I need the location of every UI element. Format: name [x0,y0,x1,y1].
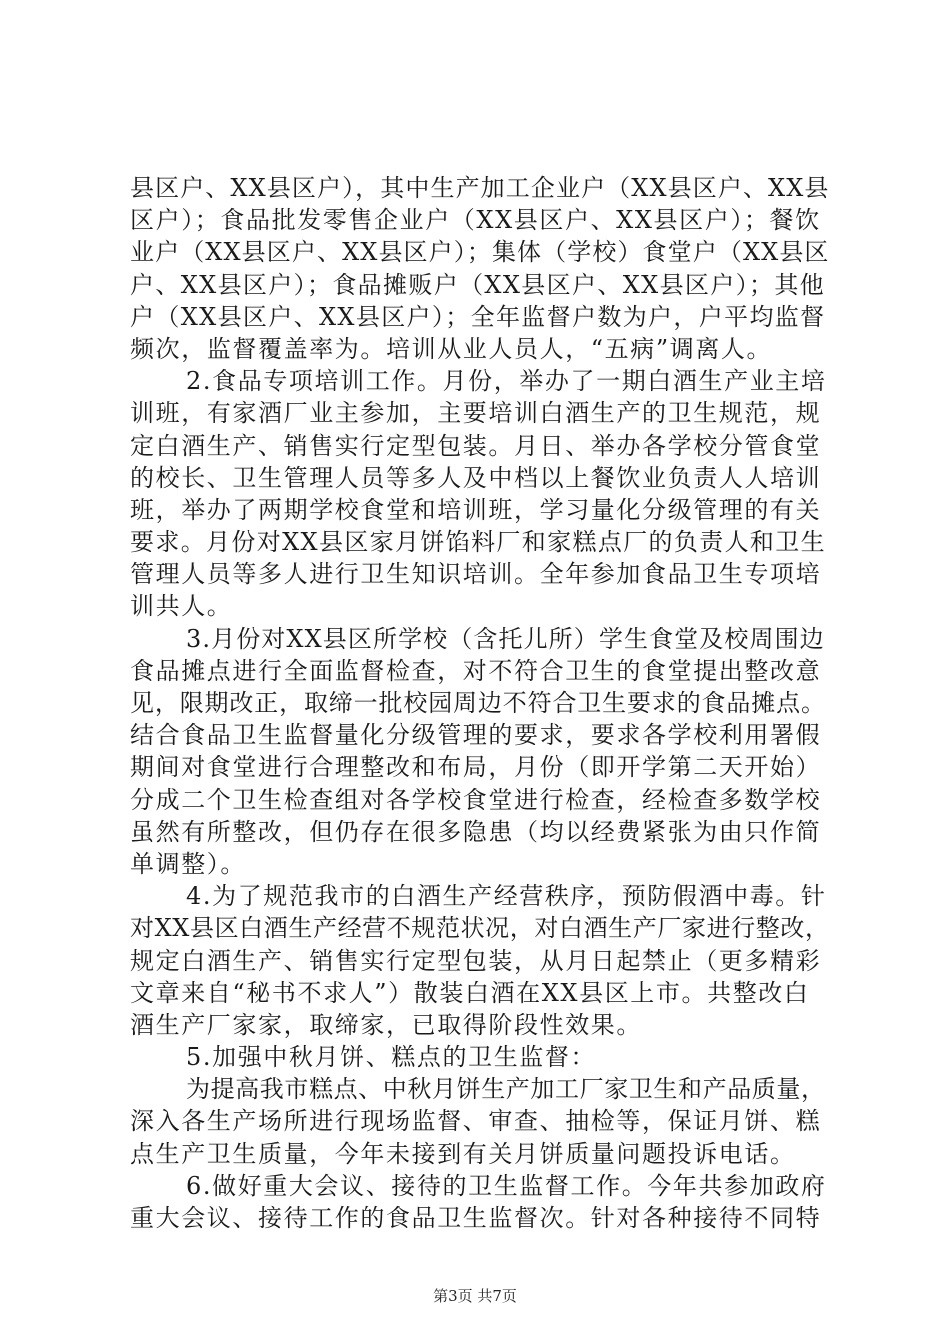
text-line: 频次，监督覆盖率为。培训从业人员人，“五病”调离人。 [130,334,773,363]
text-line: 虽然有所整改，但仍存在很多隐患（均以经费紧张为由只作简 [130,817,822,846]
text-line: 班，举办了两期学校食堂和培训班，学习量化分级管理的有关 [130,495,822,524]
text-line: 训班，有家酒厂业主参加，主要培训白酒生产的卫生规范，规 [130,399,822,428]
text-line: 分成二个卫生检查组对各学校食堂进行检查，经检查多数学校 [130,785,822,814]
text-line: 管理人员等多人进行卫生知识培训。全年参加食品卫生专项培 [130,560,822,589]
text-line: 见，限期改正，取缔一批校园周边不符合卫生要求的食品摊点。 [130,689,826,717]
text-line: 户（XX县区户、XX县区户）；全年监督户数为户，户平均监督 [130,302,826,331]
text-line: 重大会议、接待工作的食品卫生监督次。针对各种接待不同特 [130,1204,822,1232]
text-line: 期间对食堂进行合理整改和布局，月份（即开学第二天开始） [130,753,822,782]
text-line: 食品摊点进行全面监督检查，对不符合卫生的食堂提出整改意 [130,656,822,685]
text-line: 户、XX县区户）；食品摊贩户（XX县区户、XX县区户）；其他 [130,270,826,299]
text-line: 结合食品卫生监督量化分级管理的要求，要求各学校利用署假 [130,721,822,750]
text-line: 酒生产厂家家，取缔家，已取得阶段性效果。 [130,1010,642,1039]
text-line: 区户）；食品批发零售企业户（XX县区户、XX县区户）；餐饮 [130,206,821,235]
document-body [130,172,830,1234]
text-line: 的校长、卫生管理人员等多人及中档以上餐饮业负责人人培训 [130,463,822,492]
page-footer: 第3页 共7页 [433,1287,517,1305]
text-line: 5.加强中秋月饼、糕点的卫生监督： [186,1043,597,1072]
text-line: 为提高我市糕点、中秋月饼生产加工厂家卫生和产品质量， [186,1075,826,1104]
text-line: 点生产卫生质量，今年未接到有关月饼质量问题投诉电话。 [130,1139,796,1168]
text-line: 深入各生产场所进行现场监督、审查、抽检等，保证月饼、糕 [130,1107,822,1136]
text-line: 训共人。 [130,592,233,621]
text-line: 3.月份对XX县区所学校（含托儿所）学生食堂及校周围边 [186,624,825,653]
text-line: 对XX县区白酒生产经营不规范状况，对白酒生产厂家进行整改， [130,914,830,943]
text-line: 规定白酒生产、销售实行定型包装，从月日起禁止（更多精彩 [130,946,822,975]
text-line: 县区户、XX县区户），其中生产加工企业户（XX县区户、XX县 [130,174,830,202]
text-line: 2.食品专项培训工作。月份，举办了一期白酒生产业主培 [186,367,827,396]
text-line: 业户（XX县区户、XX县区户）；集体（学校）食堂户（XX县区 [130,238,830,267]
text-line: 单调整）。 [130,849,246,878]
text-line: 4.为了规范我市的白酒生产经营秩序，预防假酒中毒。针 [186,882,827,911]
text-line: 文章来自“秘书不求人”）散装白酒在XX县区上市。共整改白 [130,978,810,1007]
text-line: 定白酒生产、销售实行定型包装。月日、举办各学校分管食堂 [130,431,822,460]
text-line: 要求。月份对XX县区家月饼馅料厂和家糕点厂的负责人和卫生 [130,528,826,557]
text-line: 6.做好重大会议、接待的卫生监督工作。今年共参加政府 [186,1171,827,1200]
